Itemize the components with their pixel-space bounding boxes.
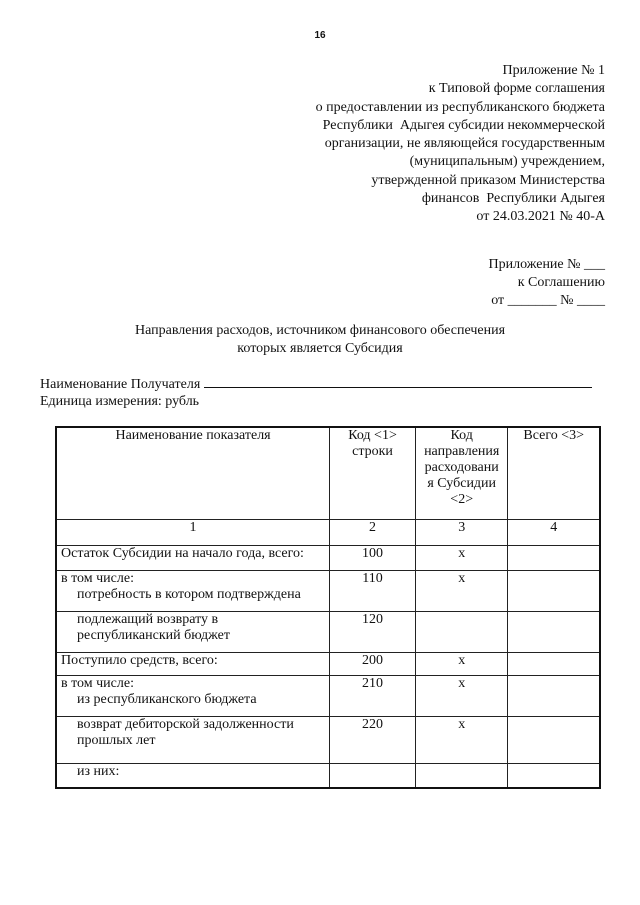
row-label-text: республиканский бюджет: [77, 628, 230, 643]
row-code: 120: [330, 612, 416, 653]
row-label-text: Остаток Субсидии на начало года, всего:: [61, 546, 304, 561]
appendix-1-line: от 24.03.2021 № 40-А: [476, 209, 605, 225]
recipient-label: Наименование Получателя: [40, 377, 201, 392]
appendix-2-block: [365, 256, 605, 310]
header-text: строки: [352, 444, 393, 459]
appendix-1-line: утвержденной приказом Министерства: [371, 172, 605, 188]
header-text: Всего <3>: [523, 428, 585, 443]
row-label-text: потребность в котором подтверждена: [77, 587, 301, 602]
appendix-1-line: к Типовой форме соглашения: [428, 81, 605, 97]
header-row-code: [330, 427, 416, 520]
header-total: [508, 427, 600, 520]
header-text: Код <1>: [348, 428, 397, 443]
recipient-field: [40, 375, 610, 394]
table-row: [56, 571, 600, 612]
row-code: 210: [330, 676, 416, 717]
header-text: Наименование показателя: [115, 428, 271, 443]
column-number: 1: [56, 520, 330, 546]
table-header-row: [56, 427, 600, 520]
row-label: [56, 676, 330, 717]
title-line-1: Направления расходов, источником финансового обеспечения: [134, 323, 506, 338]
row-total: [508, 612, 600, 653]
title-line-2: которых является Субсидия: [237, 341, 403, 356]
row-code: 200: [330, 653, 416, 676]
header-text: направления: [424, 444, 500, 459]
row-code: 110: [330, 571, 416, 612]
row-label-text: в том числе:: [61, 676, 134, 691]
row-total: [508, 653, 600, 676]
recipient-blank-line: [204, 375, 592, 388]
table-row: [56, 717, 600, 764]
appendix-2-line: Приложение № ___: [488, 257, 605, 272]
row-code: [330, 764, 416, 789]
header-indicator-name: [56, 427, 330, 520]
header-text: Код: [450, 428, 473, 443]
header-text: я Субсидии: [427, 476, 497, 491]
row-direction: x: [415, 676, 508, 717]
appendix-1-line: Приложение № 1: [502, 63, 605, 78]
row-label: [56, 612, 330, 653]
document-title: [0, 322, 640, 358]
column-number: 3: [415, 520, 508, 546]
appendix-1-line: о предоставлении из республиканского бюджета: [315, 99, 605, 115]
row-label: [56, 546, 330, 571]
unit-of-measure: Единица измерения: рубль: [40, 394, 200, 409]
table-row: [56, 764, 600, 789]
table-row: [56, 612, 600, 653]
row-code: 100: [330, 546, 416, 571]
row-label-text: возврат дебиторской задолженности: [77, 717, 294, 732]
row-direction: [415, 612, 508, 653]
row-code: 220: [330, 717, 416, 764]
table-row: [56, 653, 600, 676]
row-label: [56, 717, 330, 764]
row-direction: [415, 764, 508, 789]
row-label-text: Поступило средств, всего:: [61, 653, 218, 668]
row-label: [56, 653, 330, 676]
appendix-1-block: [245, 62, 605, 227]
column-number: 2: [330, 520, 416, 546]
expenses-table: [55, 426, 601, 789]
column-number: 4: [508, 520, 600, 546]
row-label-text: прошлых лет: [77, 733, 156, 748]
row-label: [56, 764, 330, 789]
row-label: [56, 571, 330, 612]
row-total: [508, 571, 600, 612]
appendix-1-line: (муниципальным) учреждением,: [409, 154, 605, 170]
header-text: расходовани: [424, 460, 499, 475]
appendix-1-line: финансов Республики Адыгея: [421, 191, 605, 207]
appendix-2-line: от _______ № ____: [491, 293, 605, 308]
row-label-text: из них:: [77, 764, 120, 779]
table-row: [56, 546, 600, 571]
row-direction: x: [415, 653, 508, 676]
column-number-row: [56, 520, 600, 546]
appendix-2-line: к Соглашению: [517, 275, 605, 290]
row-label-text: подлежащий возврату в: [77, 612, 219, 627]
row-total: [508, 676, 600, 717]
header-text: <2>: [450, 492, 474, 507]
appendix-1-line: организации, не являющейся государственным: [324, 136, 605, 152]
table-row: [56, 676, 600, 717]
row-label-text: в том числе:: [61, 571, 134, 586]
row-label-text: из республиканского бюджета: [77, 692, 257, 707]
header-direction-code: [415, 427, 508, 520]
row-total: [508, 764, 600, 789]
row-direction: x: [415, 571, 508, 612]
row-direction: x: [415, 717, 508, 764]
page-number: 16: [314, 30, 326, 41]
row-total: [508, 717, 600, 764]
row-total: [508, 546, 600, 571]
appendix-1-line: Республики Адыгея субсидии некоммерческой: [322, 117, 605, 133]
row-direction: x: [415, 546, 508, 571]
